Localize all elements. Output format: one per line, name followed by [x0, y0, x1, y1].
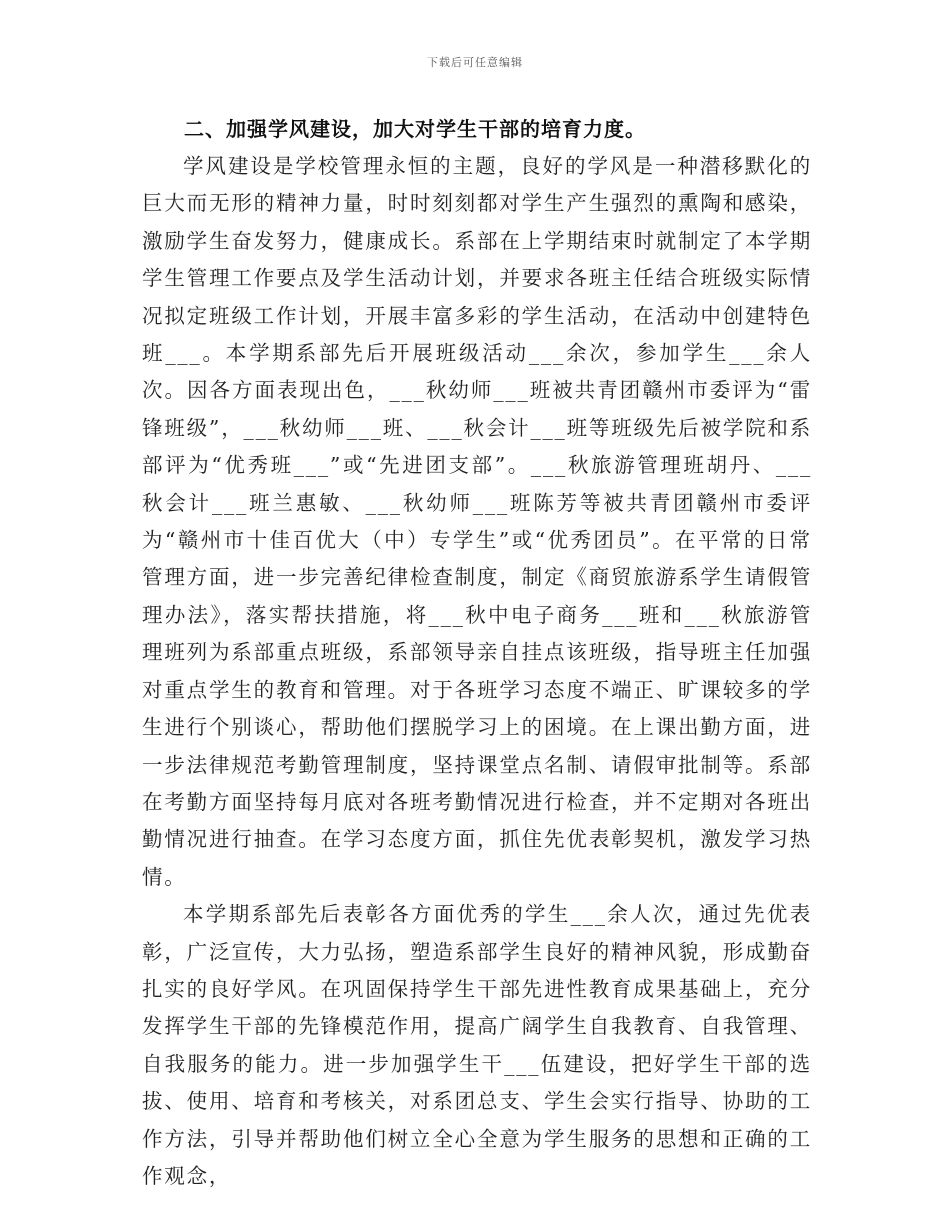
- document-body: [142, 110, 812, 1195]
- paragraph-student-cadre: 本学期系部先后表彰各方面优秀的学生___余人次，通过先优表彰，广泛宣传，大力弘扬，塑造系部学生良好的精神风貌，形成勤奋扎实的良好学风。在巩固保持学生干部先进性教育成果基础上，充分发挥学生干部的先锋模范作用，提高广阔学生自我教育、自我管理、自我服务的能力。进一步加强学生干___伍建设，把好学生干部的选拔、使用、培育和考核关，对系团总支、学生会实行指导、协助的工作方法，引导并帮助他们树立全心全意为学生服务的思想和正确的工作观念，: [142, 902, 812, 1188]
- download-note: 下载后可任意编辑: [427, 56, 523, 69]
- paragraph-study-style: 学风建设是学校管理永恒的主题，良好的学风是一种潜移默化的巨大而无形的精神力量，时时刻刻都对学生产生强烈的熏陶和感染，激励学生奋发努力，健康成长。系部在上学期结束时就制定了本学期学生管理工作要点及学生活动计划，并要求各班主任结合班级实际情况拟定班级工作计划，开展丰富多彩的学生活动，在活动中创建特色班___。本学期系部先后开展班级活动___余次，参加学生___余人次。因各方面表现出色，___秋幼师___班被共青团赣州市委评为“雷锋班级”，___秋幼师___班、___秋会计___班等班级先后被学院和系部评为“优秀班___”或“先进团支部”。___秋旅游管理班胡丹、___秋会计___班兰惠敏、___秋幼师___班陈芳等被共青团赣州市委评为“赣州市十佳百优大（中）专学生”或“优秀团员”。在平常的日常管理方面，进一步完善纪律检查制度，制定《商贸旅游系学生请假管理办法》，落实帮扶措施，将___秋中电子商务___班和___秋旅游管理班列为系部重点班级，系部领导亲自挂点该班级，指导班主任加强对重点学生的教育和管理。对于各班学习态度不端正、旷课较多的学生进行个别谈心，帮助他们摆脱学习上的困境。在上课出勤方面，进一步法律规范考勤管理制度，坚持课堂点名制、请假审批制等。系部在考勤方面坚持每月底对各班考勤情况进行检查，并不定期对各班出勤情况进行抽查。在学习态度方面，抓住先优表彰契机，激发学习热情。: [142, 154, 812, 889]
- section-heading: 二、加强学风建设，加大对学生干部的培育力度。: [184, 117, 646, 141]
